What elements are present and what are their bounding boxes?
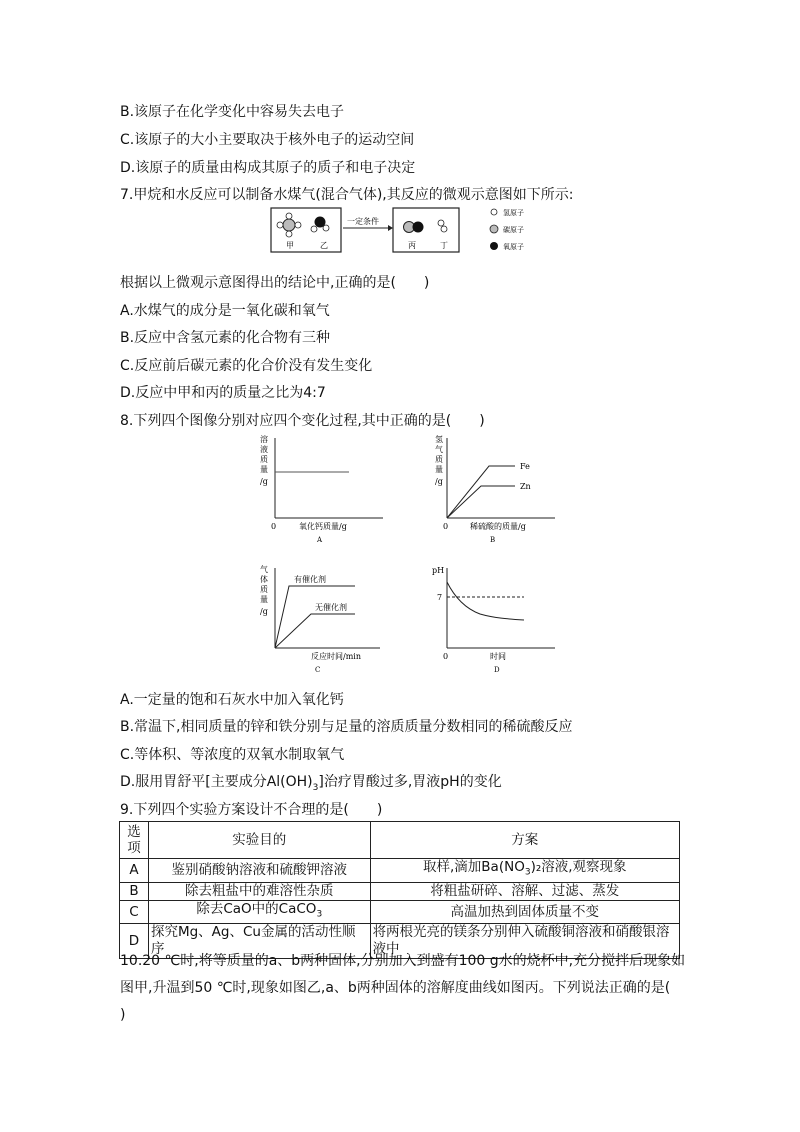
header-goal: 实验目的 xyxy=(148,822,370,859)
q10-line-2: 图甲,升温到50 ℃时,现象如图乙,a、b两种固体的溶解度曲线如图丙。下列说法正确的是( xyxy=(120,980,671,996)
q8-option-a: A.一定量的饱和石灰水中加入氧化钙 xyxy=(120,692,344,708)
carbon-atom-icon xyxy=(490,225,498,233)
q8-option-d xyxy=(120,772,502,798)
row-plan: 将粗盐研碎、溶解、过滤、蒸发 xyxy=(370,882,679,900)
q6-option-b: B.该原子在化学变化中容易失去电子 xyxy=(120,104,345,120)
row-plan: 高温加热到固体质量不变 xyxy=(370,900,679,924)
q9-table xyxy=(119,821,680,959)
q7-stem: 根据以上微观示意图得出的结论中,正确的是( ) xyxy=(120,275,430,291)
graph-b-origin: 0 xyxy=(443,522,449,531)
label-bing: 丙 xyxy=(408,241,416,250)
row-option: C xyxy=(120,900,149,924)
q8-graph-d xyxy=(430,562,560,674)
row-plan xyxy=(370,859,679,883)
header-option: 选项 xyxy=(120,822,149,859)
methane-molecule-icon xyxy=(277,213,301,237)
graph-c-series-no-catalyst xyxy=(275,614,355,648)
goal-pre: 除去CaO中的CaCO xyxy=(196,900,317,917)
q7-option-b: B.反应中含氢元素的化合物有三种 xyxy=(120,330,331,346)
table-row xyxy=(120,900,680,924)
oxygen-atom-icon xyxy=(490,242,498,250)
graph-c-series-catalyst xyxy=(275,586,355,648)
label-yi: 乙 xyxy=(320,241,328,250)
graph-c-series-no-catalyst-label: 无催化剂 xyxy=(315,603,347,612)
q7-option-a: A.水煤气的成分是一氧化碳和氧气 xyxy=(120,303,330,319)
plan-sub: 3 xyxy=(524,867,531,878)
graph-b-xlabel: 稀硫酸的质量/g xyxy=(470,522,526,531)
row-option: B xyxy=(120,882,149,900)
row-option: D xyxy=(120,924,149,959)
q8-title: 8.下列四个图像分别对应四个变化过程,其中正确的是( ) xyxy=(120,413,485,429)
table-row xyxy=(120,859,680,883)
graph-b-series-fe xyxy=(447,466,515,518)
row-goal xyxy=(148,900,370,924)
q8d-text-post: ]治疗胃酸过多,胃液pH的变化 xyxy=(318,774,502,790)
row-plan: 将两根光亮的镁条分别伸入硫酸铜溶液和硝酸银溶液中 xyxy=(370,924,679,959)
row-goal: 探究Mg、Ag、Cu金属的活动性顺序 xyxy=(148,924,370,959)
water-molecule-icon xyxy=(311,217,329,233)
label-jia: 甲 xyxy=(286,241,294,250)
reaction-condition: 一定条件 xyxy=(347,217,379,226)
q8-option-b: B.常温下,相同质量的锌和铁分别与足量的溶质质量分数相同的稀硫酸反应 xyxy=(120,719,573,735)
q8-option-c: C.等体积、等浓度的双氧水制取氧气 xyxy=(120,747,345,763)
goal-sub: 3 xyxy=(316,909,323,920)
graph-d-ylabel: pH xyxy=(432,566,445,575)
q8-graph-b xyxy=(430,432,560,544)
graph-c-xlabel: 反应时间/min xyxy=(311,652,361,661)
graph-b-label: B xyxy=(490,536,496,544)
legend-hydrogen: 氢原子 xyxy=(503,209,524,217)
table-row xyxy=(120,882,680,900)
q7-reaction-diagram xyxy=(270,205,570,255)
graph-a-xlabel: 氧化钙质量/g xyxy=(299,522,347,531)
hydrogen-atom-icon xyxy=(491,209,497,215)
q7-option-d: D.反应中甲和丙的质量之比为4:7 xyxy=(120,385,326,401)
plan-post: )₂溶液,观察现象 xyxy=(530,859,627,875)
legend-oxygen: 氧原子 xyxy=(503,243,524,251)
q10-line-1: 10.20 ℃时,将等质量的a、b两种固体,分别加入到盛有100 g水的烧杯中,充分搅拌后现象如 xyxy=(120,953,686,969)
row-goal: 除去粗盐中的难溶性杂质 xyxy=(148,882,370,900)
header-plan: 方案 xyxy=(370,822,679,859)
q6-option-c: C.该原子的大小主要取决于核外电子的运动空间 xyxy=(120,132,415,148)
q8-graph-a xyxy=(255,432,385,544)
graph-d-ytick: 7 xyxy=(437,593,443,602)
graph-c-ylabel: 气 体 质 量 /g xyxy=(260,565,268,616)
q6-option-d: D.该原子的质量由构成其原子的质子和电子决定 xyxy=(120,160,416,176)
graph-b-ylabel: 氢 气 质 量 /g xyxy=(435,435,443,486)
legend-carbon: 碳原子 xyxy=(503,226,524,234)
label-ding: 丁 xyxy=(440,241,448,250)
q10-line-3: ) xyxy=(120,1007,126,1023)
row-option: A xyxy=(120,859,149,883)
graph-d-origin: 0 xyxy=(443,652,449,661)
graph-a-label: A xyxy=(317,536,323,544)
graph-a-ylabel: 溶 液 质 量 /g xyxy=(260,435,268,486)
graph-c-series-catalyst-label: 有催化剂 xyxy=(294,575,326,584)
q9-title: 9.下列四个实验方案设计不合理的是( ) xyxy=(120,802,383,818)
graph-d-series-line xyxy=(447,582,524,620)
plan-pre: 取样,滴加Ba(NO xyxy=(423,859,525,875)
graph-d-label: D xyxy=(494,666,500,674)
q7-option-c: C.反应前后碳元素的化合价没有发生变化 xyxy=(120,358,373,374)
graph-c-label: C xyxy=(315,666,321,674)
carbon-monoxide-molecule-icon xyxy=(404,222,424,233)
graph-d-xlabel: 时间 xyxy=(490,652,506,661)
graph-a-origin: 0 xyxy=(271,522,277,531)
graph-b-series-zn-label: Zn xyxy=(520,482,531,491)
hydrogen-molecule-icon xyxy=(438,220,447,232)
q8d-subscript: 3 xyxy=(312,782,319,793)
table-header-row xyxy=(120,822,680,859)
graph-b-series-zn xyxy=(447,486,515,518)
row-goal: 鉴别硝酸钠溶液和硫酸钾溶液 xyxy=(148,859,370,883)
graph-b-series-fe-label: Fe xyxy=(520,462,530,471)
q8-graph-c xyxy=(255,562,385,674)
q8d-text-pre: D.服用胃舒平[主要成分Al(OH) xyxy=(120,774,313,790)
q7-title: 7.甲烷和水反应可以制备水煤气(混合气体),其反应的微观示意图如下所示: xyxy=(120,187,574,203)
